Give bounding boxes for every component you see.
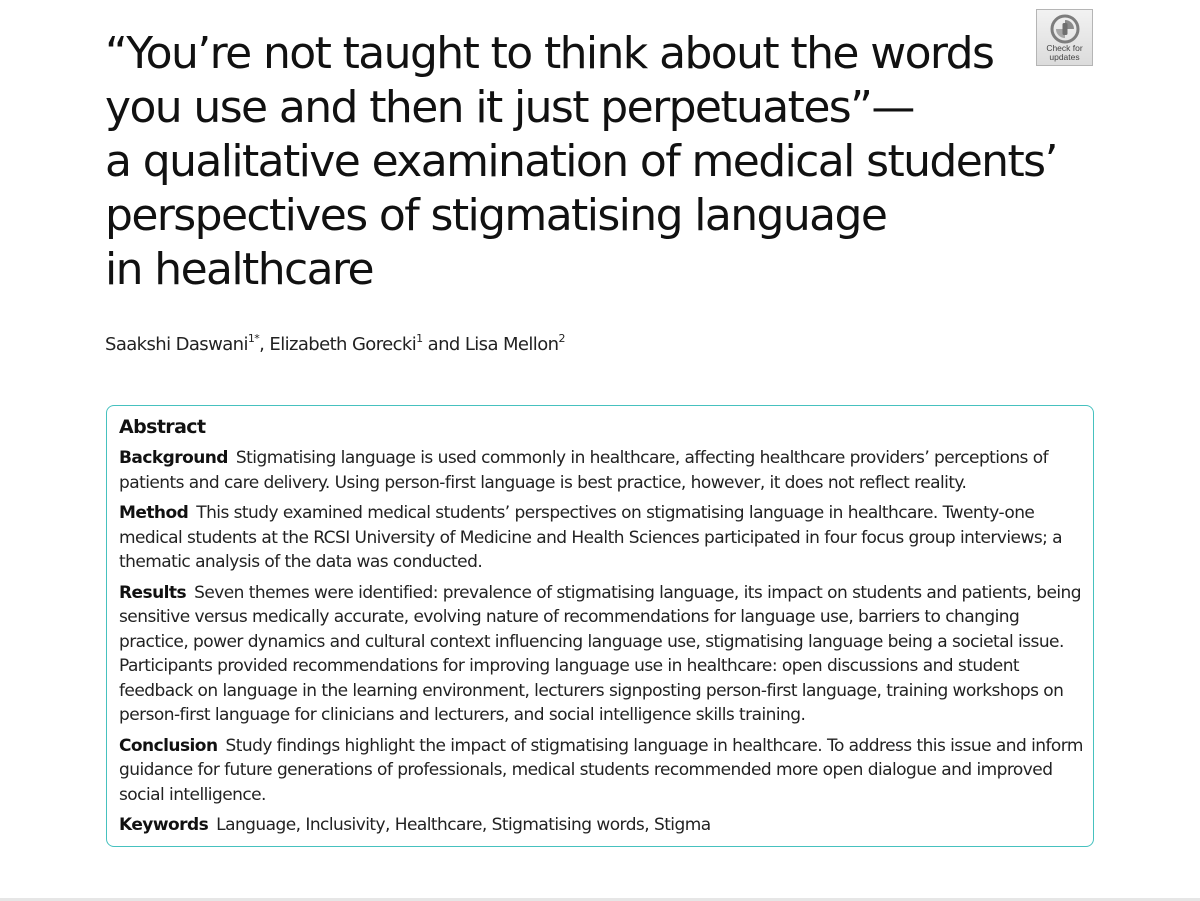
section-label: Keywords [119,815,209,835]
abstract-method [119,501,1085,575]
abstract-box [106,405,1094,847]
title-line: perspectives of stigmatising language [105,190,887,241]
author-separator: and [422,334,465,355]
badge-text-line1: Check for [1046,43,1083,53]
abstract-keywords [119,813,1085,838]
author-separator: , [259,334,270,355]
title-line: you use and then it just perpetuates”— [105,82,914,133]
section-label: Results [119,582,187,603]
author-name: Lisa Mellon [464,334,559,355]
abstract-heading: Abstract [119,416,206,438]
title-line: in healthcare [105,244,373,295]
check-for-updates-icon [1050,14,1080,44]
author-affiliation: 2 [558,332,565,345]
section-text: This study examined medical students’ perspectives on stigmatising language in healthcare. Twenty-one medical students at the RCSI University of Medicine and Health Sciences participated in four focus group interviews; a thematic analysis of the data was conducted. [119,503,1063,572]
author-affiliation: 1* [247,332,260,345]
title-line: a qualitative examination of medical students’ [105,136,1057,187]
author-list [105,334,565,355]
check-for-updates-badge[interactable] [1036,9,1093,66]
section-label: Background [119,448,228,468]
section-text: Seven themes were identified: prevalence of stigmatising language, its impact on students and patients, being sensitive versus medically accurate, evolving nature of recommendations for language use, barriers to changing practice, power dynamics and cultural context influencing language use, stigmatising language being a societal issue. Participants provided recommendations for improving language use in healthcare: open discussions and student feedback on language in the learning environment, lecturers signposting person-first language, training workshops on person-first language for clinicians and lecturers, and social intelligence skills training. [119,582,1081,725]
abstract-results [119,581,1085,728]
paper-title [105,27,1057,297]
section-label: Method [119,503,189,523]
section-text: Stigmatising language is used commonly in healthcare, affecting healthcare providers’ perceptions of patients and care delivery. Using person-first language is best practice, however, it does not reflect reality. [119,448,1048,493]
abstract-conclusion [119,734,1085,808]
author-name: Elizabeth Gorecki [269,334,417,355]
title-line: “You’re not taught to think about the words [105,28,994,79]
section-text: Language, Inclusivity, Healthcare, Stigmatising words, Stigma [216,815,711,835]
author-name: Saakshi Daswani [105,334,248,355]
author-affiliation: 1 [416,332,423,345]
abstract-background [119,446,1085,495]
abstract-sections [119,446,1085,844]
section-label: Conclusion [119,735,218,756]
badge-text-line2: updates [1049,51,1080,62]
section-text: Study findings highlight the impact of stigmatising language in healthcare. To address this issue and inform guidance for future generations of professionals, medical students recommended more open dialogue and improved social intelligence. [119,735,1083,805]
